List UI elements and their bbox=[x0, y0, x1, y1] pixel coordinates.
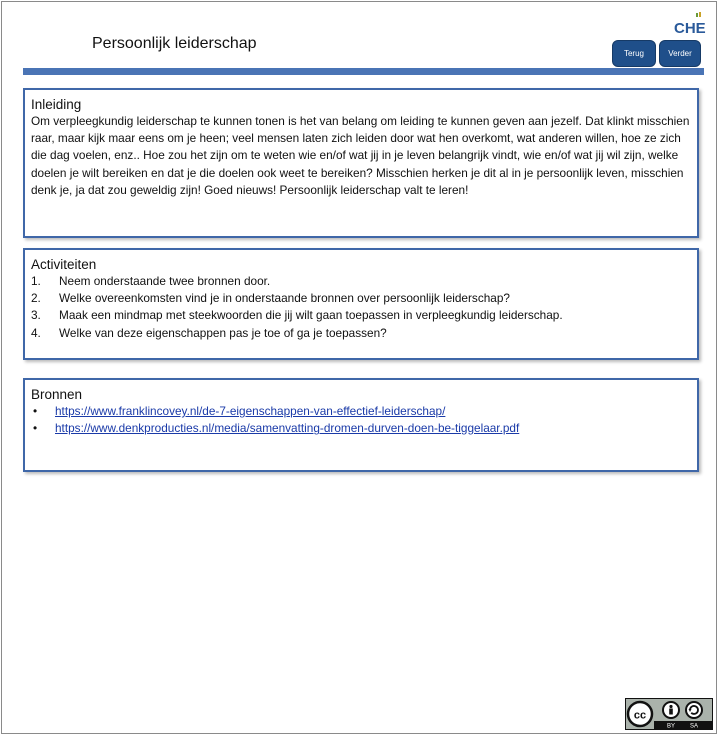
activities-section bbox=[23, 248, 699, 360]
item-number: 4. bbox=[31, 325, 41, 340]
sa-label: SA bbox=[689, 723, 699, 729]
item-number: 3. bbox=[31, 308, 41, 323]
page-title: Persoonlijk leiderschap bbox=[92, 35, 257, 52]
item-text: Neem onderstaande twee bronnen door. bbox=[59, 274, 271, 288]
item-text: Welke van deze eigenschappen pas je toe of ga je toepassen? bbox=[59, 325, 387, 340]
source-link-franklincovey[interactable]: https://www.franklincovey.nl/de-7-eigenschappen-van-effectief-leiderschap/ bbox=[55, 404, 446, 418]
list-item bbox=[31, 420, 691, 437]
source-link-denkproducties[interactable]: https://www.denkproducties.nl/media/samenvatting-dromen-durven-doen-be-tiggelaar.pdf bbox=[55, 421, 520, 436]
cc-license-badge bbox=[625, 698, 713, 730]
che-logo bbox=[672, 12, 712, 38]
by-label: BY bbox=[666, 723, 676, 729]
bullet: • bbox=[33, 404, 38, 418]
back-button[interactable]: Terug bbox=[612, 40, 656, 67]
activities-list bbox=[31, 273, 691, 342]
item-text: Welke overeenkomsten vind je in onderstaande bronnen over persoonlijk leiderschap? bbox=[59, 291, 510, 306]
item-number: 1. bbox=[31, 274, 41, 288]
item-text: Maak een mindmap met steekwoorden die jij wilt gaan toepassen in verpleegkundig leiderschap. bbox=[59, 308, 563, 323]
next-button[interactable]: Verder bbox=[659, 40, 701, 67]
list-item bbox=[31, 290, 691, 307]
intro-heading: Inleiding bbox=[31, 97, 82, 112]
intro-section bbox=[23, 88, 699, 238]
list-item bbox=[31, 403, 691, 420]
sources-heading: Bronnen bbox=[31, 387, 83, 402]
intro-body: Om verpleegkundig leiderschap te kunnen tonen is het van belang om leiding te kunnen geven aan jezelf. Dat klinkt misschien raar, maar kijk maar eens om je heen; veel mensen laten zich leiden door wat hen overkomt, wat anderen willen, hoe ze zich die dag voelen, enz.. Hoe zou het zijn om te weten wie en/of wat jij in je leven belangrijk vindt, wie en/of wat jij wil zijn, welke doelen je wilt bereiken en dat je die doelen ook weet te bereiken? Misschien herken je dit al in je persoonlijk leven, misschien denk je, ja dat zou geweldig zijn! Goed nieuws! Persoonlijk leiderschap valt te leren! bbox=[31, 114, 690, 197]
header-rule bbox=[23, 68, 704, 75]
sources-section bbox=[23, 378, 699, 472]
activities-heading: Activiteiten bbox=[31, 257, 97, 272]
cc-icon-text: cc bbox=[633, 709, 647, 722]
logo-text: CHE bbox=[674, 20, 706, 37]
item-number: 2. bbox=[31, 291, 41, 306]
list-item bbox=[31, 273, 691, 290]
list-item bbox=[31, 325, 691, 342]
sa-icon bbox=[686, 702, 702, 718]
bullet: • bbox=[33, 421, 38, 436]
sources-list bbox=[31, 403, 691, 437]
list-item bbox=[31, 307, 691, 324]
